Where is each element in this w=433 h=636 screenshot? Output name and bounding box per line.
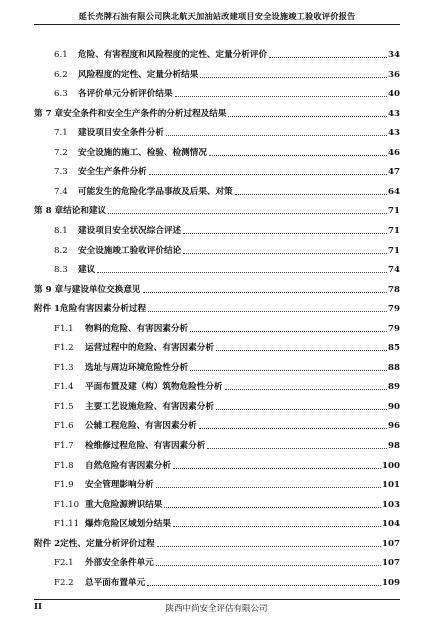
toc-entry-title: 建设项目安全条件分析 bbox=[78, 128, 164, 139]
toc-entry-title: 爆炸危险区域划分结果 bbox=[85, 519, 171, 530]
toc-entry-number: F2.1 bbox=[54, 558, 74, 569]
toc-entry[interactable] bbox=[34, 124, 400, 138]
toc-entry-title: 平面布置及建（构）筑物危险性分析 bbox=[85, 382, 223, 393]
toc-entry-number: 8.1 bbox=[54, 225, 68, 236]
toc-dot-leader bbox=[183, 253, 387, 254]
toc-entry-page: 64 bbox=[388, 186, 400, 197]
toc-entry-title: 建议 bbox=[78, 265, 96, 276]
toc-entry-title: 运营过程中的危险、有害因素分析 bbox=[85, 343, 214, 354]
toc-entry-page: 107 bbox=[382, 558, 400, 569]
toc-dot-leader bbox=[209, 155, 387, 156]
toc-dot-leader bbox=[228, 116, 387, 117]
toc-dot-leader bbox=[173, 526, 381, 527]
toc-entry-number: 8.3 bbox=[54, 265, 68, 276]
toc-dot-leader bbox=[156, 487, 381, 488]
toc-entry-page: 103 bbox=[382, 499, 400, 510]
toc-entry-number: F1.11 bbox=[54, 519, 80, 530]
toc-dot-leader bbox=[235, 194, 387, 195]
toc-entry[interactable] bbox=[34, 398, 400, 412]
toc-entry-title: 公辅工程危险、有害因素分析 bbox=[85, 421, 197, 432]
toc-dot-leader bbox=[147, 585, 381, 586]
toc-entry-number: 8.2 bbox=[54, 245, 68, 256]
toc-entry[interactable] bbox=[34, 437, 400, 451]
toc-dot-leader bbox=[216, 350, 387, 351]
toc-dot-leader bbox=[269, 57, 387, 58]
page-header: 延长壳牌石油有限公司陕北航天加油站改建项目安全设施竣工验收评价报告 bbox=[78, 11, 356, 21]
toc-entry-number: F1.10 bbox=[54, 499, 80, 510]
toc-entry[interactable] bbox=[34, 535, 400, 549]
toc-entry-title: 可能发生的危险化学品事故及后果、对策 bbox=[78, 186, 233, 197]
toc-entry-title: 安全设施的施工、检验、检测情况 bbox=[78, 147, 207, 158]
toc-entry-title: 安全设施竣工验收评价结论 bbox=[78, 245, 182, 256]
toc-entry-number: 附件 1 bbox=[34, 304, 61, 315]
toc-entry-page: 104 bbox=[382, 519, 400, 530]
toc-dot-leader bbox=[190, 370, 387, 371]
toc-entry-page: 85 bbox=[388, 343, 400, 354]
toc-entry[interactable] bbox=[34, 105, 400, 119]
toc-entry[interactable] bbox=[34, 320, 400, 334]
toc-entry[interactable] bbox=[34, 378, 400, 392]
toc-dot-leader bbox=[225, 389, 388, 390]
toc-entry-number: F2.2 bbox=[54, 577, 74, 588]
toc-dot-leader bbox=[149, 174, 387, 175]
toc-dot-leader bbox=[166, 135, 387, 136]
toc-entry[interactable] bbox=[34, 144, 400, 158]
toc-entry[interactable] bbox=[34, 339, 400, 353]
footer-divider bbox=[34, 599, 400, 600]
toc-entry-page: 107 bbox=[382, 538, 400, 549]
toc-entry-title: 结论和建议 bbox=[63, 206, 107, 217]
toc-entry-title: 安全条件和安全生产条件的分析过程及结果 bbox=[63, 108, 227, 119]
toc-entry-page: 98 bbox=[388, 441, 400, 451]
toc-entry-title: 物料的危险、有害因素分析 bbox=[85, 323, 189, 334]
toc-entry-page: 101 bbox=[382, 480, 400, 491]
toc-entry-number: 第 7 章 bbox=[34, 108, 64, 119]
toc-entry-title: 总平面布置单元 bbox=[85, 577, 146, 588]
toc-entry-title: 危险、有害程度和风险程度的定性、定量分析评价 bbox=[78, 50, 268, 60]
toc-entry[interactable] bbox=[34, 417, 400, 431]
toc-entry-number: F1.7 bbox=[54, 441, 74, 451]
toc-entry-title: 建设项目安全状况综合评述 bbox=[78, 225, 182, 236]
toc-entry-page: 71 bbox=[388, 245, 400, 256]
toc-entry-title: 风险程度的定性、定量分析结果 bbox=[78, 69, 199, 80]
toc-entry-page: 88 bbox=[388, 362, 400, 373]
toc-entry[interactable] bbox=[34, 476, 400, 490]
toc-entry-page: 34 bbox=[388, 50, 400, 60]
toc-dot-leader bbox=[183, 233, 387, 234]
toc-dot-leader bbox=[200, 77, 387, 78]
toc-entry-title: 选址与周边环境危险性分析 bbox=[85, 362, 189, 373]
toc-entry-number: 7.4 bbox=[54, 186, 68, 197]
toc-entry-title: 危险有害因素分析过程 bbox=[60, 304, 147, 315]
toc-entry-number: F1.3 bbox=[54, 362, 74, 373]
toc-entry[interactable] bbox=[34, 359, 400, 373]
toc-entry-number: 7.3 bbox=[54, 167, 68, 178]
toc-entry-number: 7.2 bbox=[54, 147, 68, 158]
toc-entry[interactable] bbox=[34, 85, 400, 99]
toc-entry[interactable] bbox=[34, 183, 400, 197]
toc-dot-leader bbox=[97, 272, 387, 273]
footer-company: 陕西中尚安全评估有限公司 bbox=[165, 604, 268, 614]
toc-entry[interactable] bbox=[34, 574, 400, 588]
toc-entry-title: 定性、定量分析评价过程 bbox=[60, 538, 155, 549]
toc-entry-page: 43 bbox=[388, 108, 400, 119]
toc-entry-number: 第 9 章 bbox=[34, 284, 64, 295]
toc-entry[interactable] bbox=[34, 242, 400, 256]
toc-entry-title: 检维修过程危险、有害因素分析 bbox=[85, 441, 206, 451]
toc-entry-number: F1.5 bbox=[54, 401, 74, 412]
toc-dot-leader bbox=[199, 428, 387, 429]
toc-entry-title: 安全管理影响分析 bbox=[85, 480, 154, 491]
toc-entry-page: 90 bbox=[388, 401, 400, 412]
toc-entry-page: 96 bbox=[388, 421, 400, 432]
toc-entry-page: 43 bbox=[388, 128, 400, 139]
toc-dot-leader bbox=[173, 468, 381, 469]
toc-entry-title: 外部安全条件单元 bbox=[85, 558, 154, 569]
toc-entry-page: 46 bbox=[388, 147, 400, 158]
toc-entry[interactable] bbox=[34, 202, 400, 216]
toc-dot-leader bbox=[108, 213, 387, 214]
toc-entry[interactable] bbox=[34, 457, 400, 471]
toc-dot-leader bbox=[156, 565, 381, 566]
toc-entry-title: 各评价单元分析评价结果 bbox=[78, 89, 173, 100]
toc-entry-number: F1.6 bbox=[54, 421, 74, 432]
toc-entry-number: 附件 2 bbox=[34, 538, 61, 549]
toc-dot-leader bbox=[143, 292, 388, 293]
toc-entry-page: 71 bbox=[388, 206, 400, 217]
toc-dot-leader bbox=[207, 448, 387, 449]
toc-entry-page: 74 bbox=[388, 265, 400, 276]
toc-entry-number: F1.8 bbox=[54, 460, 74, 471]
toc-dot-leader bbox=[175, 96, 387, 97]
toc-entry-page: 40 bbox=[388, 89, 400, 100]
toc-entry-page: 79 bbox=[388, 304, 400, 315]
toc-entry-title: 自然危险有害因素分析 bbox=[85, 460, 171, 471]
toc-entry-page: 78 bbox=[388, 284, 400, 295]
toc-entry-page: 71 bbox=[388, 225, 400, 236]
toc-entry-number: 6.3 bbox=[54, 89, 68, 100]
toc-dot-leader bbox=[157, 546, 381, 547]
toc-entry-page: 100 bbox=[382, 460, 400, 471]
toc-entry-number: F1.4 bbox=[54, 382, 74, 393]
toc-dot-leader bbox=[216, 409, 387, 410]
toc-entry[interactable] bbox=[34, 515, 400, 529]
toc-entry-page: 89 bbox=[388, 382, 400, 393]
toc-entry-page: 36 bbox=[388, 69, 400, 80]
toc-entry-title: 安全生产条件分析 bbox=[78, 167, 147, 178]
toc-entry-page: 47 bbox=[388, 167, 400, 178]
toc-entry[interactable] bbox=[34, 222, 400, 236]
toc-entry[interactable] bbox=[34, 281, 400, 295]
toc-entry[interactable] bbox=[34, 46, 400, 60]
toc-entry-page: 79 bbox=[388, 323, 400, 334]
footer-page-number: II bbox=[34, 602, 42, 612]
toc-entry[interactable] bbox=[34, 163, 400, 177]
toc-entry-title: 与建设单位交换意见 bbox=[63, 284, 141, 295]
toc-entry-page: 109 bbox=[382, 577, 400, 588]
toc-dot-leader bbox=[190, 331, 387, 332]
header-divider bbox=[34, 24, 400, 25]
toc-entry-number: F1.9 bbox=[54, 480, 74, 491]
toc-entry[interactable] bbox=[34, 261, 400, 275]
toc-entry[interactable] bbox=[34, 496, 400, 510]
toc-entry-number: 6.1 bbox=[54, 50, 68, 60]
toc-dot-leader bbox=[148, 311, 387, 312]
toc-dot-leader bbox=[164, 507, 381, 508]
toc-entry-number: 第 8 章 bbox=[34, 206, 64, 217]
toc-entry-number: F1.1 bbox=[54, 323, 74, 334]
toc-entry-number: 6.2 bbox=[54, 69, 68, 80]
toc-entry-title: 重大危险源辨识结果 bbox=[85, 499, 163, 510]
toc-entry-number: F1.2 bbox=[54, 343, 74, 354]
toc-entry[interactable] bbox=[34, 554, 400, 568]
toc-entry[interactable] bbox=[34, 300, 400, 314]
toc-entry-title: 主要工艺设施危险、有害因素分析 bbox=[85, 401, 214, 412]
toc-entry[interactable] bbox=[34, 66, 400, 80]
toc-entry-number: 7.1 bbox=[54, 128, 68, 139]
